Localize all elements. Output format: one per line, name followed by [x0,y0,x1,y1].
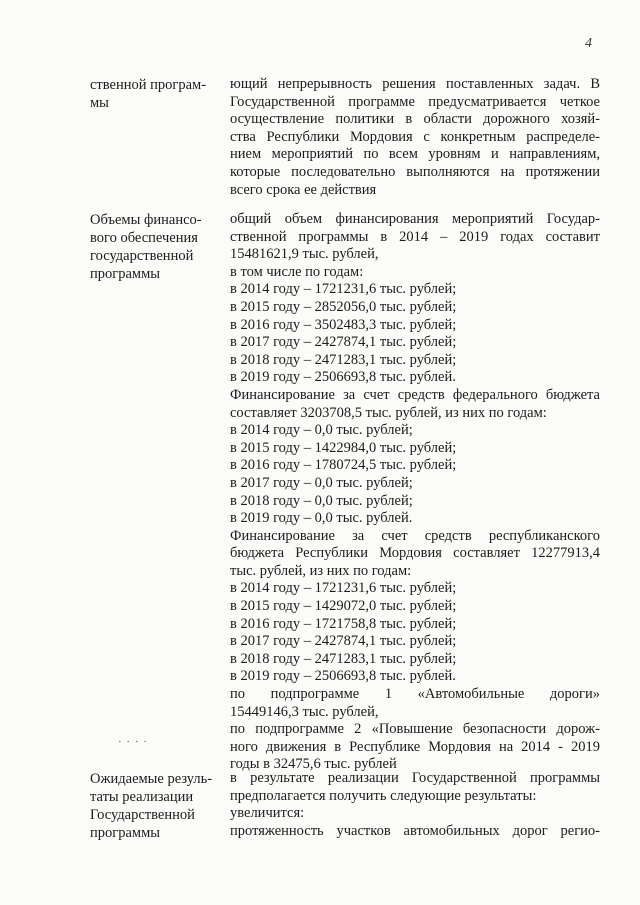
text-line: ного движения в Республике Мордовия на 2014 - 2019 [230,738,600,755]
section-text [230,770,600,840]
text-line: в 2019 году – 2506693,8 тыс. рублей. [230,668,456,685]
text-line: ства Республики Мордовия с конкретным распределе- [230,128,600,145]
label-line: программы [90,266,160,282]
text-line: в 2014 году – 1721231,6 тыс. рублей; [230,281,457,298]
text-line: в 2015 году – 1429072,0 тыс. рублей; [230,598,457,615]
text-line: 15449146,3 тыс. рублей, [230,703,379,720]
text-line: общий объем финансирования мероприятий Государ- [230,211,600,227]
text-line: осуществление политики в области дорожного хозяй- [230,111,600,128]
text-line: Государственной программе предусматривается четкое [230,93,600,110]
text-line: увеличится: [230,805,305,822]
text-line: в 2018 году – 0,0 тыс. рублей; [230,492,413,509]
text-line: в 2016 году – 3502483,3 тыс. рублей; [230,316,457,333]
text-line: которые последовательно выполняются на протяжении [230,163,600,180]
section-label [90,211,215,283]
text-line: протяженность участков автомобильных дорог регио- [230,822,600,839]
section-label [90,76,215,112]
page-number: 4 [585,36,592,51]
text-line: тыс. рублей, из них по годам: [230,562,412,579]
text-line: по подпрограмме 2 «Повышение безопасности дорож- [230,721,600,738]
scan-mark: · · · · [118,736,148,748]
text-line: в 2017 году – 0,0 тыс. рублей; [230,474,413,491]
label-line: Государственной [90,807,195,823]
text-line: в 2019 году – 2506693,8 тыс. рублей. [230,369,456,386]
text-line: ственной программы в 2014 – 2019 годах составит [230,228,600,245]
text-line: по подпрограмме 1 «Автомобильные дороги» [230,686,600,703]
text-line: Финансирование за счет средств федерального бюджета [230,386,600,403]
label-line: Объемы финансо- [90,212,202,228]
text-line: в 2016 году – 1721758,8 тыс. рублей; [230,615,457,632]
text-line: в результате реализации Государственной программы [230,770,600,786]
text-line: в 2017 году – 2427874,1 тыс. рублей; [230,633,457,650]
text-line: 15481621,9 тыс. рублей, [230,246,379,263]
text-line: в 2018 году – 2471283,1 тыс. рублей; [230,351,457,368]
text-line: всего срока ее действия [230,181,377,198]
text-line: в 2019 году – 0,0 тыс. рублей. [230,510,413,527]
text-line: в 2017 году – 2427874,1 тыс. рублей; [230,334,457,351]
text-line: ющий непрерывность решения поставленных задач. В [230,76,600,92]
label-line: таты реализации [90,789,194,805]
text-line: в 2016 году – 1780724,5 тыс. рублей; [230,457,457,474]
text-line: в 2015 году – 2852056,0 тыс. рублей; [230,298,457,315]
section-text [230,76,600,199]
section-label [90,770,215,842]
text-line: в 2015 году – 1422984,0 тыс. рублей; [230,439,457,456]
label-line: государственной [90,248,194,264]
text-line: в 2018 году – 2471283,1 тыс. рублей; [230,650,457,667]
text-line: предполагается получить следующие результаты: [230,787,537,804]
label-line: программы [90,825,160,841]
text-line: годы в 32475,6 тыс. рублей [230,756,397,773]
text-line: составляет 3203708,5 тыс. рублей, из них по годам: [230,404,547,421]
text-line: в 2014 году – 0,0 тыс. рублей; [230,422,413,439]
label-line: вого обеспечения [90,230,198,246]
label-line: Ожидаемые резуль- [90,771,213,787]
label-line: мы [90,95,109,111]
text-line: в том числе по годам: [230,263,364,280]
text-line: нием мероприятий по всем уровням и направлениям, [230,146,600,163]
text-line: Финансирование за счет средств республиканского [230,527,600,544]
text-line: бюджета Республики Мордовия составляет 12277913,4 [230,545,600,562]
text-line: в 2014 году – 1721231,6 тыс. рублей; [230,580,457,597]
label-line: ственной програм- [90,77,207,93]
section-text [230,211,600,774]
